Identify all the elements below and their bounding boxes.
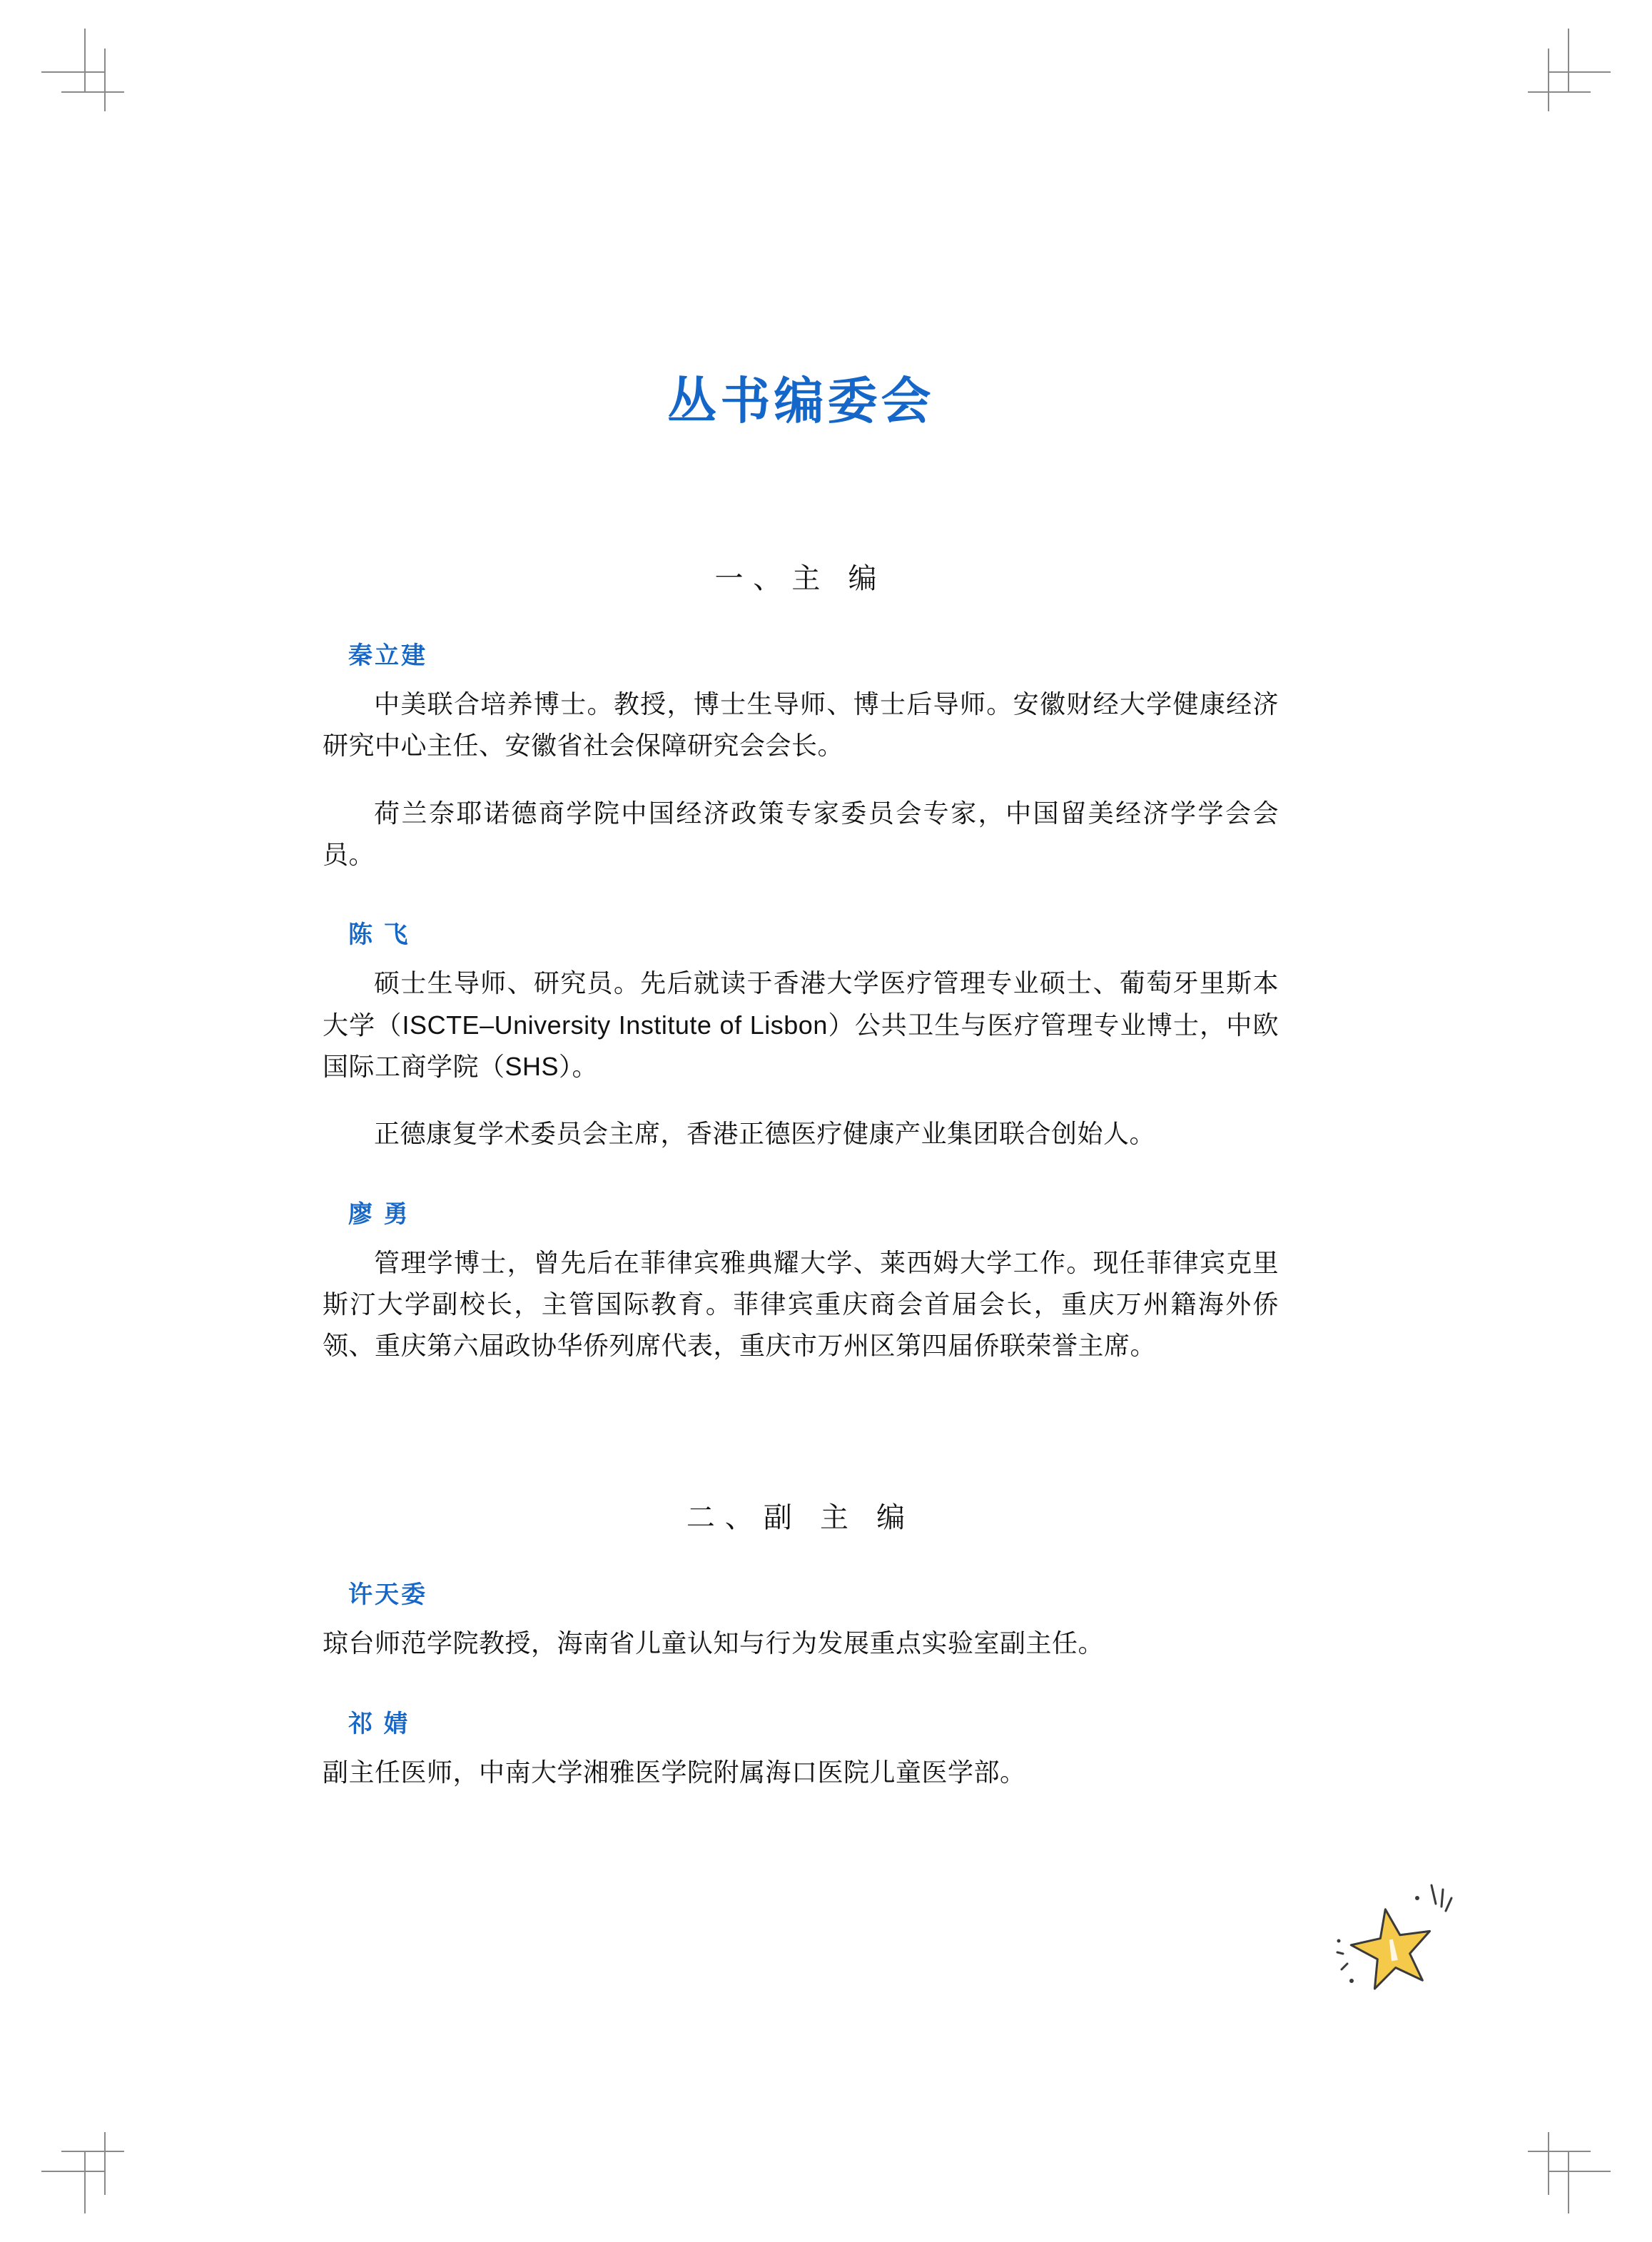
editor-entry (323, 636, 1279, 876)
editor-bio-paragraph: 管理学博士，曾先后在菲律宾雅典耀大学、莱西姆大学工作。现任菲律宾克里斯汀大学副校长，主管国际教育。菲律宾重庆商会首届会长，重庆万州籍海外侨领、重庆第六届政协华侨列席代表，重庆市万州区第四届侨联荣誉主席。 (323, 1247, 1279, 1361)
editor-entry (323, 1575, 1279, 1664)
editor-bio-paragraph: 正德康复学术委员会主席，香港正德医疗健康产业集团联合创始人。 (374, 1119, 1156, 1149)
editor-name: 许天委 (348, 1581, 427, 1609)
page-title: 丛书编委会 (667, 373, 935, 429)
editor-entry (323, 915, 1279, 1155)
star-sticker-icon (1327, 1877, 1456, 1991)
editor-name: 祁 婧 (348, 1710, 410, 1738)
editor-bio-paragraph: 副主任医师，中南大学湘雅医学院附属海口医院儿童医学部。 (323, 1757, 1026, 1787)
page-content (323, 0, 1279, 1819)
editor-bio-paragraph: 中美联合培养博士。教授，博士生导师、博士后导师。安徽财经大学健康经济研究中心主任、安徽省社会保障研究会会长。 (323, 689, 1279, 761)
editor-bio-paragraph: 硕士生导师、研究员。先后就读于香港大学医疗管理专业硕士、葡萄牙里斯本大学（ISCTE–University Institute of Lisbon）公共卫生与医疗管理专业博士，中欧国际工商学院（SHS）。 (323, 968, 1279, 1081)
editor-bio-paragraph: 琼台师范学院教授，海南省儿童认知与行为发展重点实验室副主任。 (323, 1628, 1105, 1658)
editor-entry (323, 1704, 1279, 1793)
section-heading-chief-editors: 一、主 编 (714, 563, 887, 594)
editor-name: 陈 飞 (348, 921, 410, 949)
editor-name: 廖 勇 (348, 1200, 410, 1228)
editor-bio-paragraph: 荷兰奈耶诺德商学院中国经济政策专家委员会专家，中国留美经济学学会会员。 (323, 798, 1279, 869)
editor-entry (323, 1194, 1279, 1367)
section-heading-deputy-editors: 二、副 主 编 (686, 1502, 916, 1534)
editor-name: 秦立建 (348, 642, 427, 669)
